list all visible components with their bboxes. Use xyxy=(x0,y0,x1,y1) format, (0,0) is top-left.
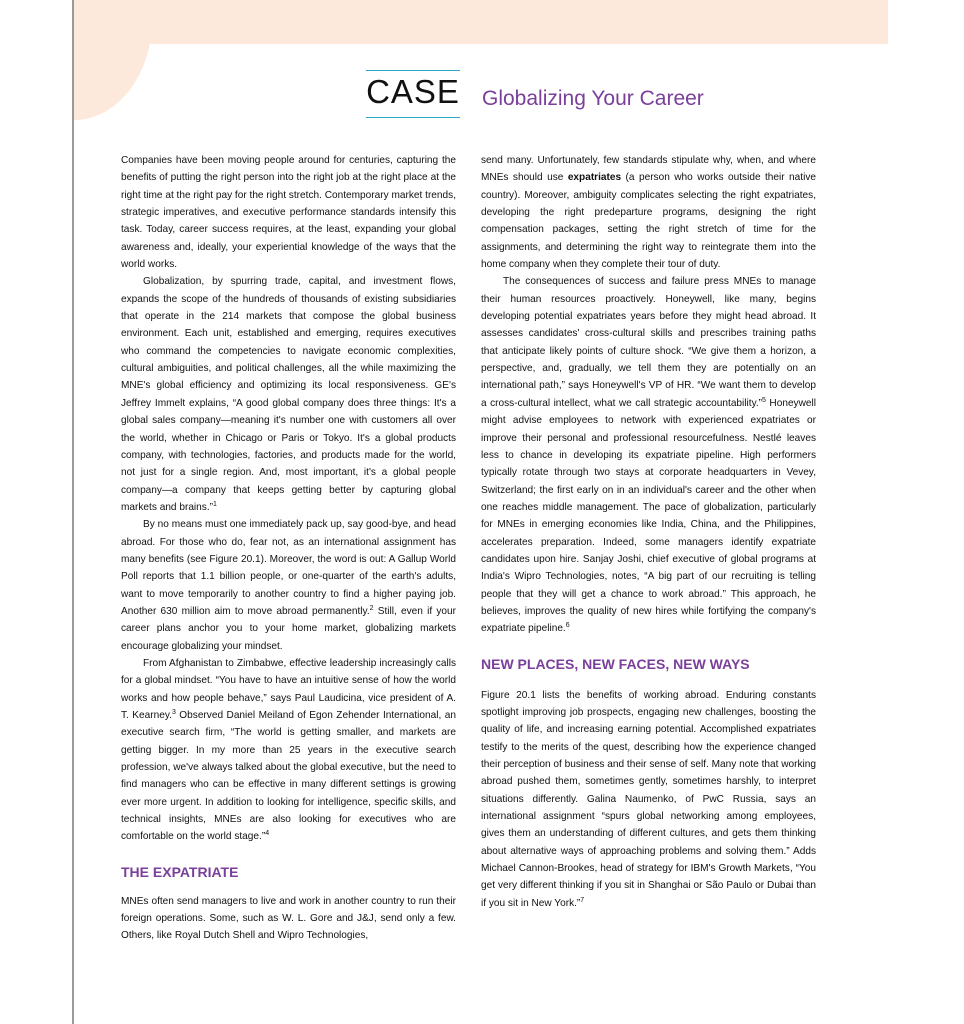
paragraph: The consequences of success and failure press MNEs to manage their human resources proactively. Honeywell, like many, begins developing potential expatriates years before they might head abroad. It assesses candidates' cross-cultural skills and prescribes training paths that anticipate likely points of culture shock. “We give them a horizon, a perspective, and, gradually, we tell them they are potentially on an international path,” says Honeywell's VP of HR. “We want them to develop a cross-cultural intellect, what we call strategic accountability.”$^5$ Honeywell might advise employees to network with experienced expatriates or improve their personal and professional resourcefulness. Nestlé leaves less to chance in developing its expatriate pipeline. High performers typically rotate through two stays at corporate headquarters in Vevey, Switzerland; the first early on in an individual's career and the other when one reaches middle management. The pace of globalization, particularly for MNEs in emerging economies like India, China, and the Philippines, accelerates preparation. Indeed, some managers identify expatriate candidates upon hire. Sanjay Joshi, chief executive of global programs at India's Wipro Technologies, notes, “A big part of our recruiting is telling people that they will get a chance to work abroad.” This approach, he believes, improves the quality of new hires while fortifying the company's expatriate pipeline.$^6$ xyxy=(481,276,816,635)
footnote-ref: 1 xyxy=(213,500,217,508)
case-title: Globalizing Your Career xyxy=(482,87,704,110)
footnote-ref: 2 xyxy=(369,604,374,612)
case-label: CASE xyxy=(366,73,460,110)
footnote-ref: 7 xyxy=(580,896,585,904)
case-header xyxy=(366,70,846,118)
page-edge-rule xyxy=(72,0,74,1024)
paragraph: Companies have been moving people around for centuries, capturing the benefits of putting the right person into the right job at the right place at the right time at the right pay for the right stretch. Contemporary market trends, strategic imperatives, and executive performance standards intensify this task. Today, career success requires, at the least, expanding your global awareness and, ideally, your experiential knowledge of the ways that the world works. xyxy=(121,155,456,271)
right-column xyxy=(481,152,816,912)
paragraph: Figure 20.1 lists the benefits of working abroad. Enduring constants spotlight improving job prospects, engaging new challenges, boosting the quality of life, and increasing earning potential. Accomplished expatriates testify to the merits of the quest, describing how the experience changed their perception of business and their sense of self. Many note that working abroad pushed them, sometimes gently, sometimes harshly, to interpret situations differently. Galina Naumenko, of PwC Russia, says an international assignment “spurs global networking among employees, gives them an understanding of different cultures, and gets them thinking about alternative ways of approaching problems and solving them.” Adds Michael Cannon-Brookes, head of strategy for IBM's Growth Markets, “You get very different thinking if you sit in Shanghai or São Paulo or Dubai than if you sit in New York.”$^7$ xyxy=(481,689,816,909)
decorative-header-curve xyxy=(74,0,152,120)
decorative-header-band xyxy=(74,0,888,44)
section-heading-new-places: NEW PLACES, NEW FACES, NEW WAYS xyxy=(481,655,750,672)
paragraph: send many. Unfortunately, few standards stipulate why, when, and where MNEs should use expatriates (a person who works outside their native country). Moreover, ambiguity complicates selecting the right expatriates, developing the right predeparture programs, designing the right compensation packages, setting the right stretch of time for the assignments, and determining the right way to reintegrate them into the home company when they complete their tour of duty. xyxy=(481,155,816,271)
paragraph: Globalization, by spurring trade, capital, and investment flows, expands the scope of the hundreds of thousands of existing subsidiaries that operate in the 214 markets that compose the global business environment. Each unit, established and emerging, requires executives who command the competencies to navigate economic complexities, cultural ambiguities, and political challenges, all the while maximizing the MNE's global efficiency and optimizing its local responsiveness. GE's Jeffrey Immelt explains, “A good global company does three things: It's a global sales company—meaning it's number one with customers all over the world, whether in Chicago or Paris or Tokyo. It's a global products company, with technologies, factories, and products made for the world, not just for a single region. And, most important, it's a global people company—a company that keeps getting better by capturing global markets and brains.”$^1$ xyxy=(121,276,456,513)
footnote-ref: 4 xyxy=(265,830,270,838)
key-term: expatriates xyxy=(567,172,622,184)
footnote-ref: 5 xyxy=(762,396,766,404)
left-column xyxy=(121,152,456,945)
paragraph: From Afghanistan to Zimbabwe, effective leadership increasingly calls for a global mindset. “You have to have an intuitive sense of how the world works and how people behave,” says Paul Laudicina, vice president of A. T. Kearney.$^3$ Observed Daniel Meiland of Egon Zehender International, an executive search firm, “The world is getting smaller, and markets are getting bigger. In my more than 25 years in the executive search profession, we've always talked about the global executive, but the need to find managers who can be effective in many different settings is growing ever more urgent. In addition to looking for intelligence, specific skills, and technical insights, MNEs are also looking for executives who are comfortable on the world stage.”$^4$ xyxy=(121,657,456,843)
section-heading-expatriate: THE EXPATRIATE xyxy=(121,863,239,880)
paragraph: MNEs often send managers to live and work in another country to run their foreign operations. Some, such as W. L. Gore and J&J, send only a few. Others, like Royal Dutch Shell and Wipro Technologies, xyxy=(121,895,456,942)
footnote-ref: 6 xyxy=(565,622,570,630)
paragraph: By no means must one immediately pack up, say good-bye, and head abroad. For those who do, fear not, as an international assignment has many benefits (see Figure 20.1). Moreover, the word is out: A Gallup World Poll reports that 1.1 billion people, or one-quarter of the earth's adults, want to move temporarily to another country to find a higher paying job. Another 630 million aim to move abroad permanently.$^2$ Still, even if your career plans anchor you to your home market, globalizing markets encourage globalizing your mindset. xyxy=(121,519,457,652)
footnote-ref: 3 xyxy=(171,709,176,716)
